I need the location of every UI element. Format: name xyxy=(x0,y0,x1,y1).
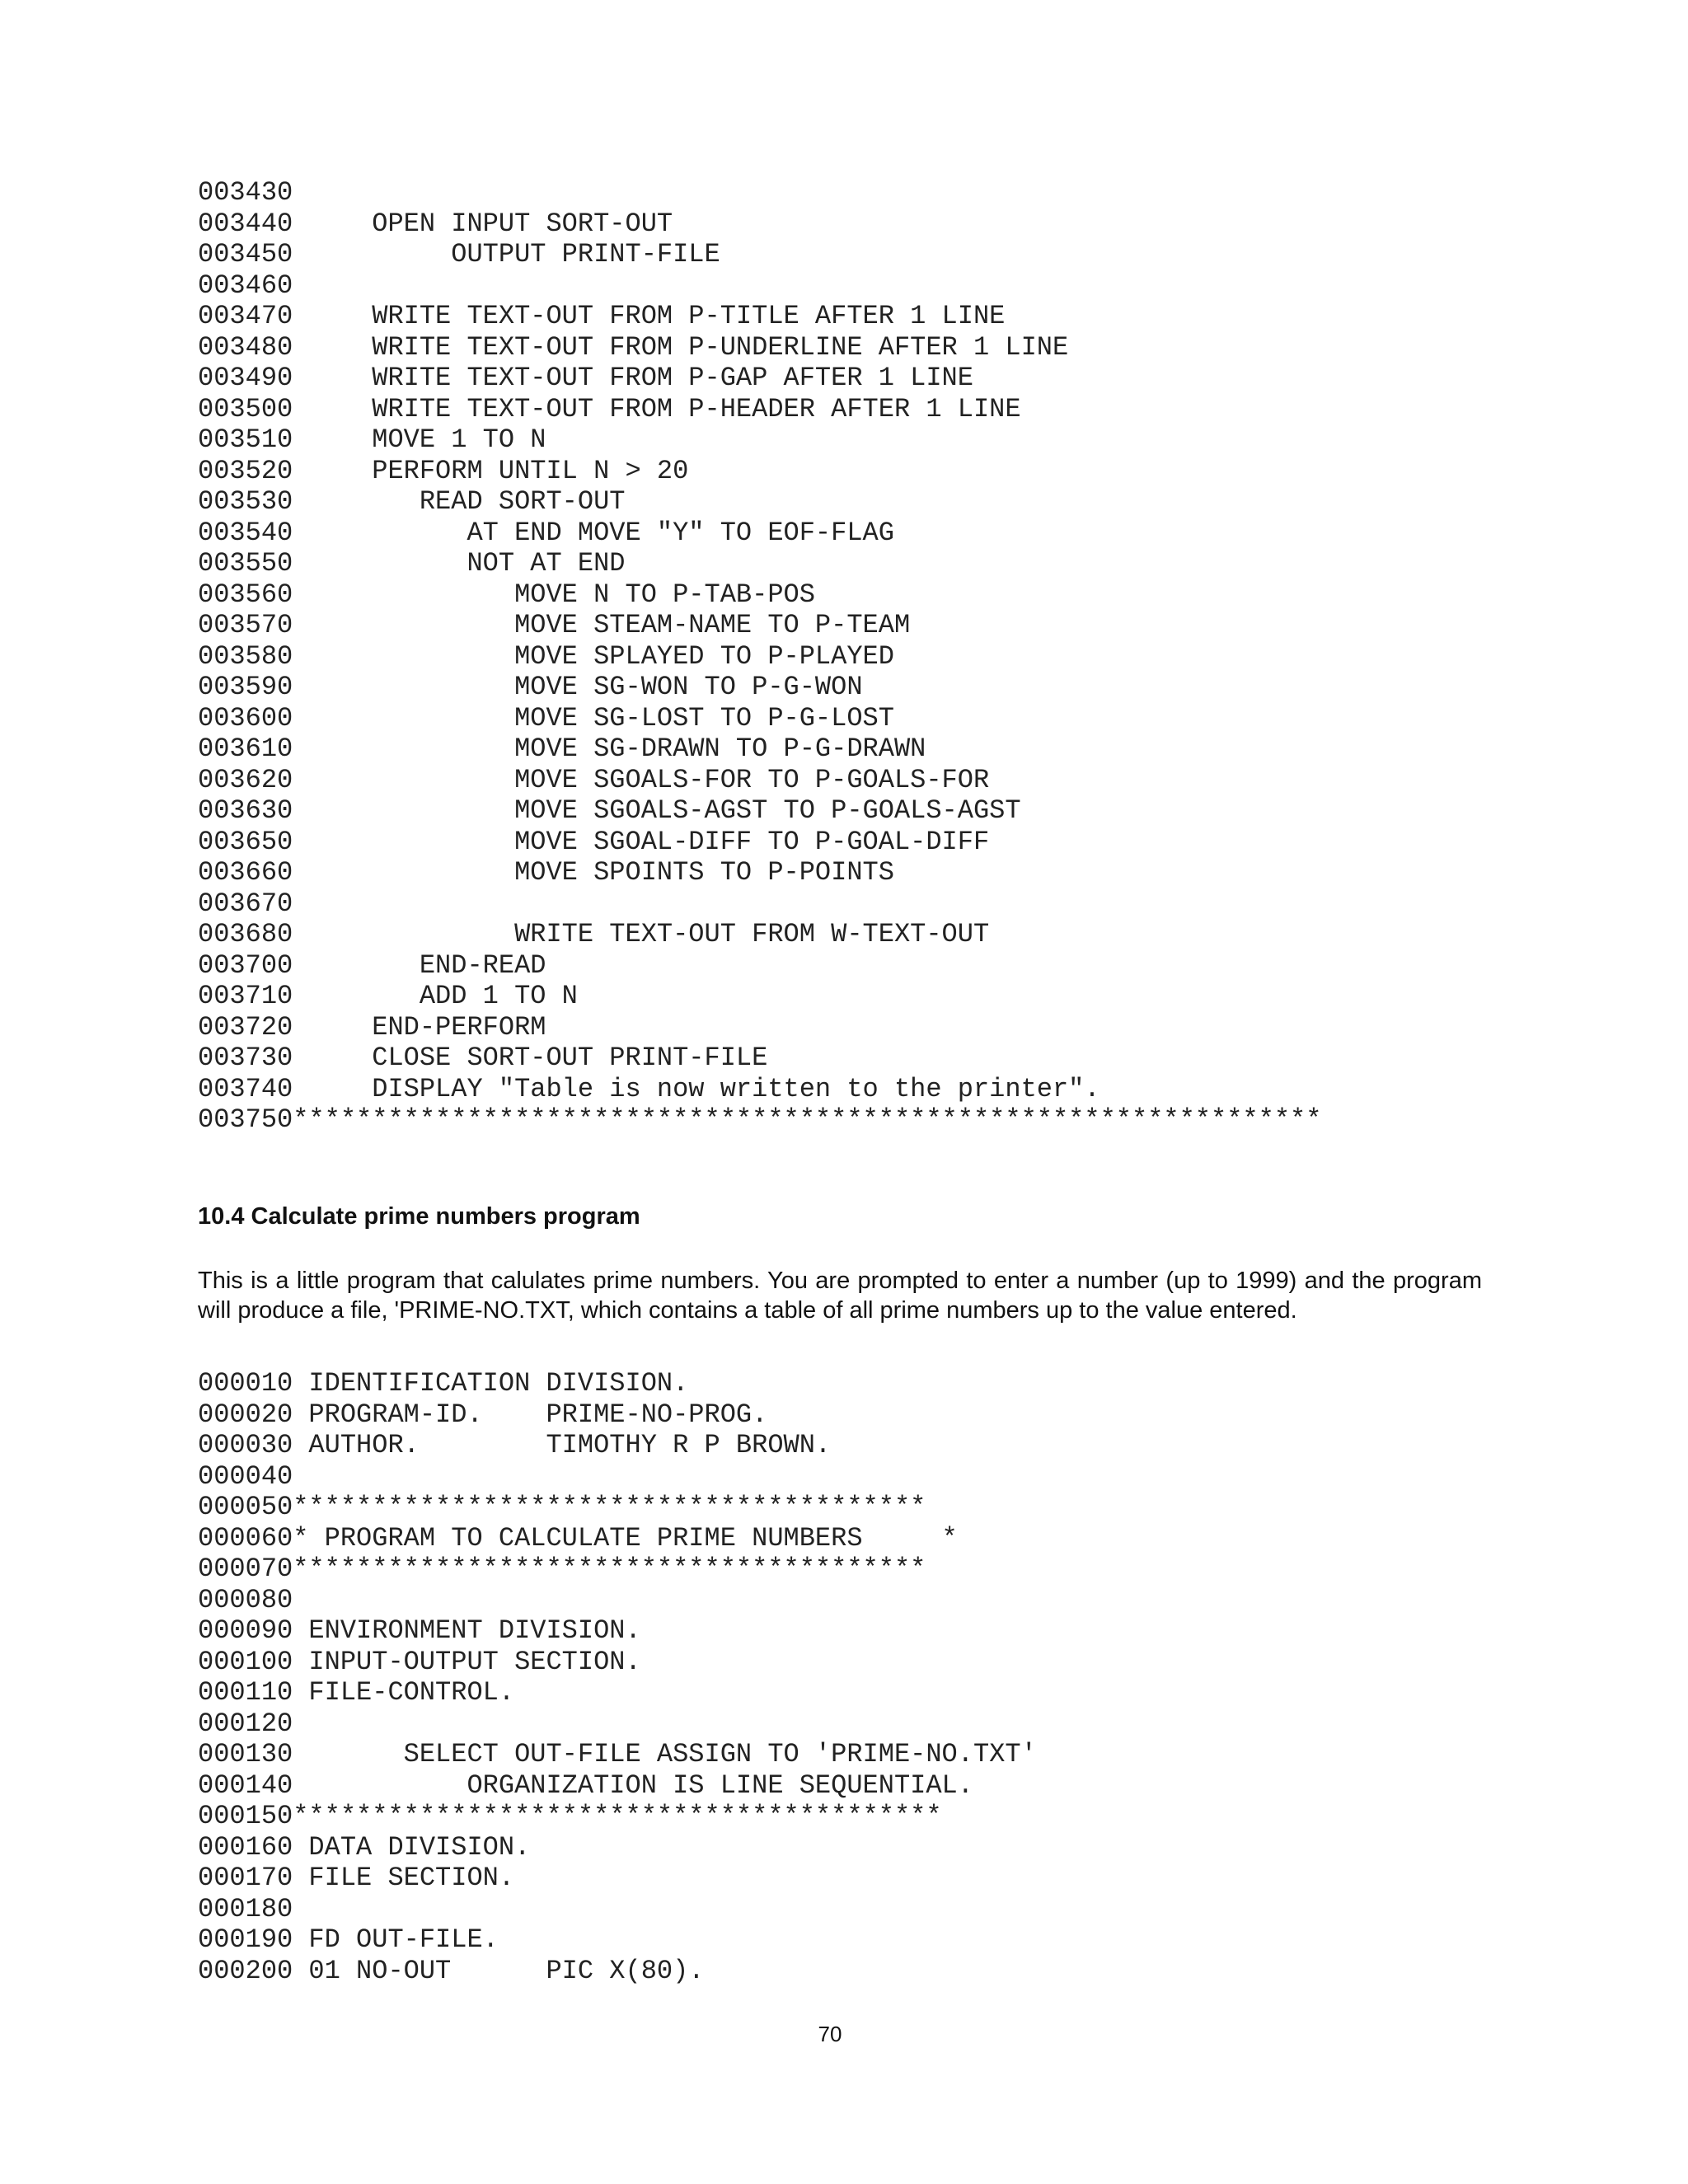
code-line: 000070**************************************** xyxy=(198,1554,926,1584)
code-line: 003530 READ SORT-OUT xyxy=(198,486,626,517)
code-line: 000160 DATA DIVISION. xyxy=(198,1831,531,1863)
page-number: 70 xyxy=(818,2022,842,2046)
code-line: 003700 END-READ xyxy=(198,949,546,981)
code-line: 003560 MOVE N TO P-TAB-POS xyxy=(198,579,815,610)
code-line: 003720 END-PERFORM xyxy=(198,1011,546,1043)
code-line: 000120 xyxy=(198,1708,293,1739)
code-line: 003520 PERFORM UNTIL N > 20 xyxy=(198,455,689,486)
code-line: 003540 AT END MOVE "Y" TO EOF-FLAG xyxy=(198,517,894,548)
code-line: 003440 OPEN INPUT SORT-OUT xyxy=(198,208,673,239)
code-listing-prime-numbers xyxy=(198,1368,1037,1986)
code-line: 003580 MOVE SPLAYED TO P-PLAYED xyxy=(198,640,894,672)
code-line: 003750***************************************************************** xyxy=(198,1104,1322,1135)
section-description: This is a little program that calulates prime numbers. You are prompted to enter a number (up to 1999) and the program will produce a file, 'PRIME-NO.TXT, which contains a table of all prime numbers up to the value entered. xyxy=(198,1268,1482,1324)
section-heading: 10.4 Calculate prime numbers program xyxy=(198,1203,640,1230)
code-line: 000040 xyxy=(198,1460,293,1492)
code-line: 003590 MOVE SG-WON TO P-G-WON xyxy=(198,672,863,702)
code-line: 003570 MOVE STEAM-NAME TO P-TEAM xyxy=(198,610,911,640)
code-line: 003670 xyxy=(198,888,293,919)
code-line: 003550 NOT AT END xyxy=(198,548,626,579)
code-line: 000170 FILE SECTION. xyxy=(198,1863,515,1893)
code-line: 000180 xyxy=(198,1893,293,1924)
code-line: 003610 MOVE SG-DRAWN TO P-G-DRAWN xyxy=(198,733,926,764)
code-line: 000060* PROGRAM TO CALCULATE PRIME NUMBERS * xyxy=(198,1522,958,1554)
code-line: 000050**************************************** xyxy=(198,1492,926,1522)
code-line: 003620 MOVE SGOALS-FOR TO P-GOALS-FOR xyxy=(198,764,990,795)
code-line: 000080 xyxy=(198,1584,293,1615)
code-line: 003470 WRITE TEXT-OUT FROM P-TITLE AFTER 1 LINE xyxy=(198,301,1006,331)
code-line: 003710 ADD 1 TO N xyxy=(198,981,578,1011)
code-listing-sort-table xyxy=(198,177,1321,1136)
code-line: 000140 ORGANIZATION IS LINE SEQUENTIAL. xyxy=(198,1769,973,1801)
code-line: 000150***************************************** xyxy=(198,1801,942,1831)
code-line: 003630 MOVE SGOALS-AGST TO P-GOALS-AGST xyxy=(198,795,1021,826)
code-line: 003650 MOVE SGOAL-DIFF TO P-GOAL-DIFF xyxy=(198,826,990,857)
code-line: 000030 AUTHOR. TIMOTHY R P BROWN. xyxy=(198,1430,832,1460)
code-line: 003680 WRITE TEXT-OUT FROM W-TEXT-OUT xyxy=(198,919,990,949)
code-line: 000200 01 NO-OUT PIC X(80). xyxy=(198,1955,705,1986)
code-line: 000190 FD OUT-FILE. xyxy=(198,1924,499,1955)
code-line: 000090 ENVIRONMENT DIVISION. xyxy=(198,1615,641,1646)
code-line: 003500 WRITE TEXT-OUT FROM P-HEADER AFTER 1 LINE xyxy=(198,393,1021,424)
code-line: 003600 MOVE SG-LOST TO P-G-LOST xyxy=(198,702,894,733)
code-line: 003480 WRITE TEXT-OUT FROM P-UNDERLINE AFTER 1 LINE xyxy=(198,331,1069,363)
code-line: 000100 INPUT-OUTPUT SECTION. xyxy=(198,1646,641,1677)
code-line: 003450 OUTPUT PRINT-FILE xyxy=(198,239,720,269)
code-line: 003490 WRITE TEXT-OUT FROM P-GAP AFTER 1 LINE xyxy=(198,363,973,393)
code-line: 003510 MOVE 1 TO N xyxy=(198,424,546,455)
code-line: 003460 xyxy=(198,269,293,301)
code-line: 000110 FILE-CONTROL. xyxy=(198,1677,515,1708)
code-line: 000010 IDENTIFICATION DIVISION. xyxy=(198,1368,689,1399)
code-line: 000020 PROGRAM-ID. PRIME-NO-PROG. xyxy=(198,1399,768,1430)
code-line: 003660 MOVE SPOINTS TO P-POINTS xyxy=(198,857,894,888)
code-line: 003740 DISPLAY "Table is now written to the printer". xyxy=(198,1073,1100,1104)
code-line: 003430 xyxy=(198,177,293,208)
code-line: 003730 CLOSE SORT-OUT PRINT-FILE xyxy=(198,1043,768,1073)
code-line: 000130 SELECT OUT-FILE ASSIGN TO 'PRIME-NO.TXT' xyxy=(198,1739,1037,1769)
